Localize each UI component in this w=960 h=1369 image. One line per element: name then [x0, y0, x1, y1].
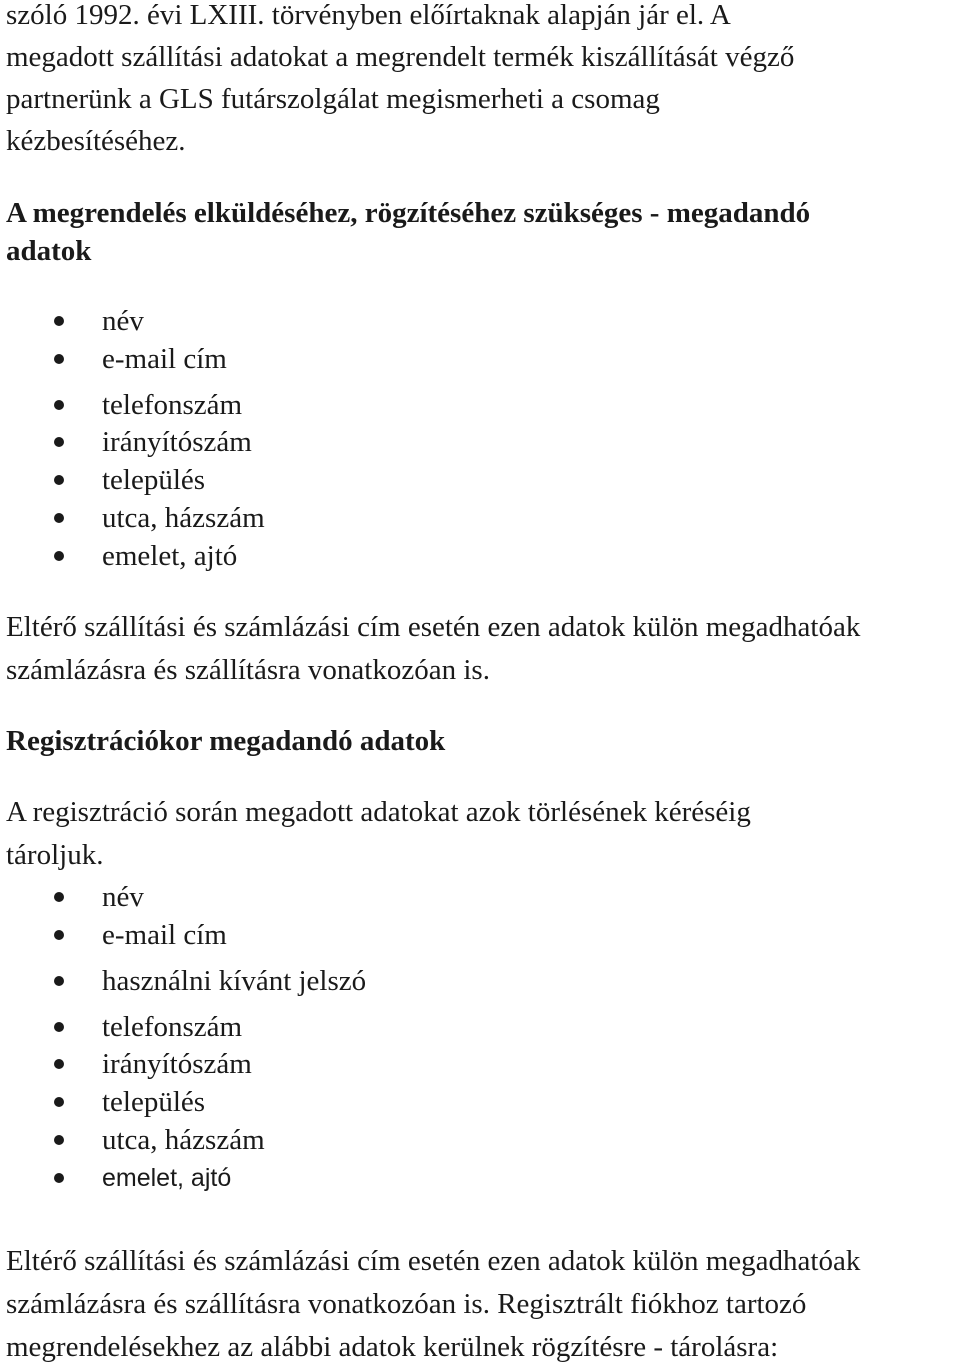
bullet-icon	[54, 930, 64, 940]
bullet-icon	[54, 513, 64, 523]
bullet-icon	[54, 1097, 64, 1107]
bullet-icon	[54, 1135, 64, 1145]
bullet-icon	[54, 354, 64, 364]
bullet-icon	[54, 437, 64, 447]
bullet-icon	[54, 475, 64, 485]
section2-intro: A regisztráció során megadott adatokat azok törlésének kéréséig	[6, 796, 751, 828]
section2-heading: Regisztrációkor megadandó adatok	[6, 725, 446, 757]
section1-note: Eltérő szállítási és számlázási cím esetén ezen adatok külön megadhatóak	[6, 611, 861, 643]
section1-heading: A megrendelés elküldéséhez, rögzítéséhez szükséges - megadandó	[6, 197, 811, 229]
bullet-icon	[54, 316, 64, 326]
intro-line: partnerünk a GLS futárszolgálat megismerheti a csomag	[6, 83, 660, 115]
section2-closing: számlázásra és szállításra vonatkozóan is. Regisztrált fiókhoz tartozó	[6, 1288, 807, 1320]
document-page: szóló 1992. évi LXIII. törvényben előírtaknak alapján jár el. A megadott szállítási adatokat a megrendelt termék kiszállítását végző partnerünk a GLS futárszolgálat megismerheti a csomag kézbesítéséhez. A megrendelés elküldéséhez, rögzítéséhez szükséges - megadandó adatok név e-mail cím telefonszám irányítószám település utca, házszám emelet, ajtó Eltérő szállítási és számlázási cím esetén ezen adatok külön megadhatóak számlázásra és szállításra vonatkozóan is. Regisztrációkor megadandó adatok A regisztráció során megadott adatokat azok törlésének kéréséig tároljuk. név e-mail cím használni kívánt jelszó telefonszám irányítószám település utca, házszám emelet, ajtó Eltérő szállítási és számlázási cím esetén ezen adatok külön megadhatóak számlázásra és szállításra vonatkozóan is. Regisztrált fiókhoz tartozó megrendelésekhez az alábbi adatok kerülnek rögzítésre - tárolásra:	[6, 0, 861, 1363]
bullet-icon	[54, 1022, 64, 1032]
bullet-icon	[54, 976, 64, 986]
section2-closing: megrendelésekhez az alábbi adatok kerülnek rögzítésre - tárolásra:	[6, 1331, 779, 1363]
section2-closing: Eltérő szállítási és számlázási cím esetén ezen adatok külön megadhatóak	[6, 1245, 861, 1277]
bullet-icon	[54, 400, 64, 410]
bullet-icon	[54, 551, 64, 561]
section1-heading: adatok	[6, 235, 92, 267]
intro-line: kézbesítéséhez.	[6, 125, 186, 157]
intro-line: szóló 1992. évi LXIII. törvényben előírtaknak alapján jár el. A	[6, 0, 731, 31]
bullet-icon	[54, 1059, 64, 1069]
section2-intro: tároljuk.	[6, 839, 104, 871]
bullet-icon	[54, 892, 64, 902]
section1-note: számlázásra és szállításra vonatkozóan is.	[6, 654, 490, 686]
bullet-icon	[54, 1173, 64, 1183]
intro-line: megadott szállítási adatokat a megrendelt termék kiszállítását végző	[6, 41, 795, 73]
